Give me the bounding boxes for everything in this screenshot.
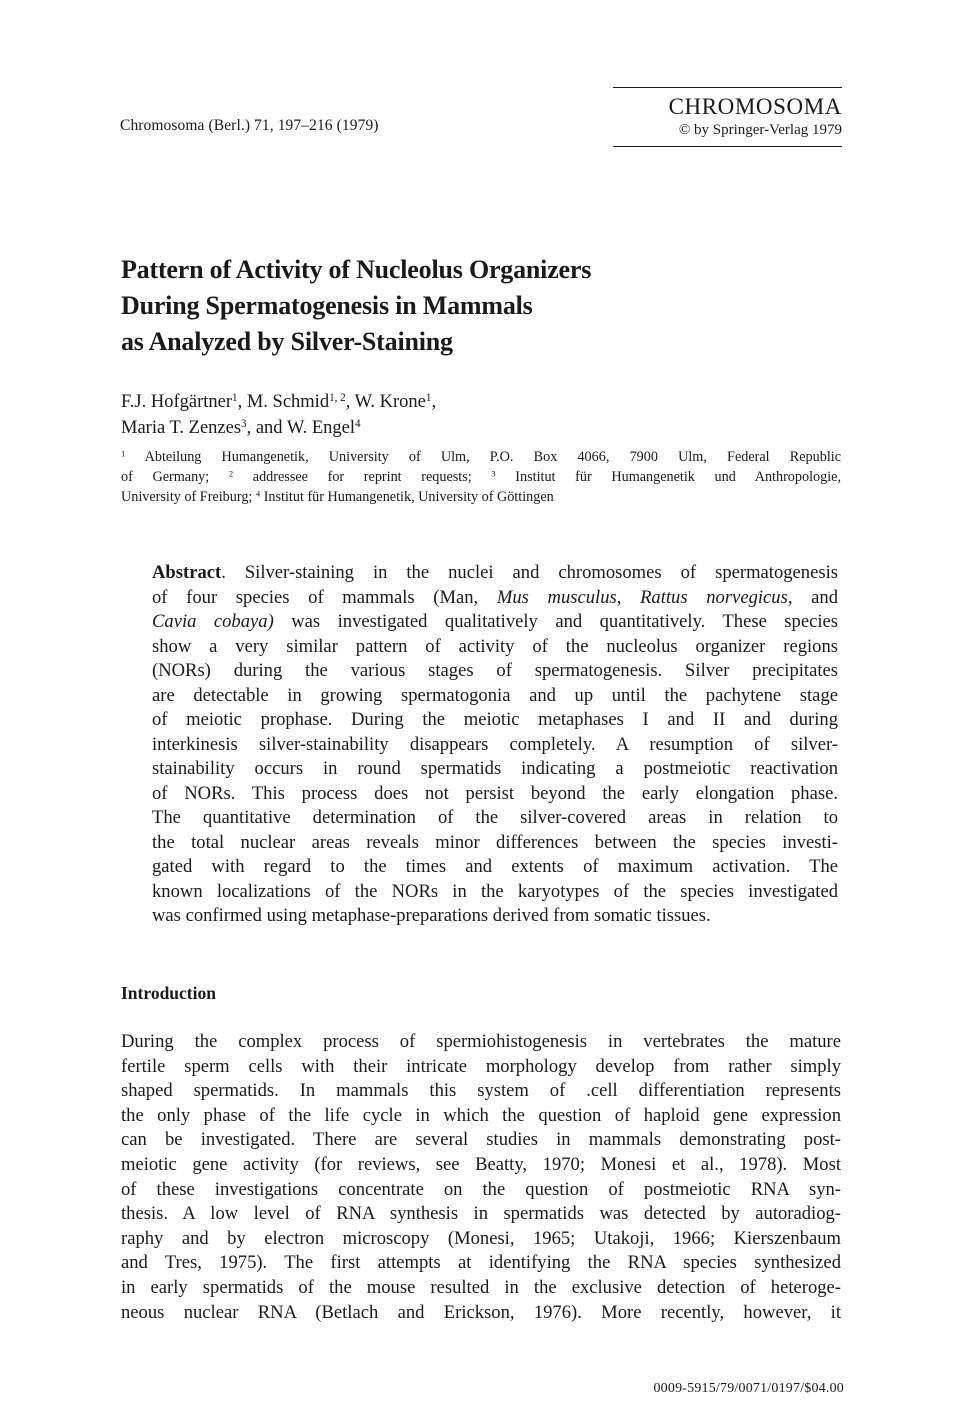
article-code: 0009-5915/79/0071/0197/$04.00 bbox=[653, 1381, 844, 1396]
affiliation-marker: 1, 2 bbox=[329, 391, 346, 404]
abstract-text: . Silver-staining in the nuclei and chromosomes of spermatogenesis bbox=[221, 562, 838, 583]
title-line: as Analyzed by Silver-Staining bbox=[121, 327, 453, 356]
abstract-line: interkinesis silver-stainability disappears completely. A resumption of silver- bbox=[152, 733, 838, 755]
abstract bbox=[152, 561, 838, 929]
abstract-label: Abstract bbox=[152, 562, 222, 583]
author-line bbox=[121, 389, 436, 415]
affiliation-text: University of Freiburg; bbox=[121, 489, 256, 505]
affiliation-marker: 1 bbox=[425, 391, 432, 404]
abstract-line: was confirmed using metaphase-preparations derived from somatic tissues. bbox=[152, 905, 711, 926]
body-line: in early spermatids of the mouse resulted in the exclusive detection of heteroge- bbox=[121, 1276, 841, 1298]
body-line: During the complex process of spermiohistogenesis in vertebrates the mature bbox=[121, 1031, 841, 1052]
affiliation-marker: 1 bbox=[232, 391, 238, 404]
body-line: shaped spermatids. In mammals this system of .cell differentiation represents bbox=[121, 1080, 841, 1102]
body-line: of these investigations concentrate on the question of postmeiotic RNA syn- bbox=[121, 1178, 841, 1200]
abstract-line: of NORs. This process does not persist beyond the early elongation phase. bbox=[152, 782, 838, 804]
abstract-line: show a very similar pattern of activity of the nucleolus organizer regions bbox=[152, 635, 838, 657]
affiliation-text: addressee for reprint requests; bbox=[233, 469, 492, 485]
affiliation-text: Institut für Humangenetik, University of Göttingen bbox=[260, 489, 554, 505]
author-name: , W. Krone bbox=[345, 392, 426, 412]
abstract-line: the total nuclear areas reveals minor differences between the species investi- bbox=[152, 831, 838, 853]
body-line: thesis. A low level of RNA synthesis in spermatids was detected by autoradiog- bbox=[121, 1203, 841, 1225]
affiliation-marker: 3 bbox=[241, 417, 247, 430]
abstract-line: stainability occurs in round spermatids indicating a postmeiotic reactivation bbox=[152, 758, 838, 779]
copyright-notice: © by Springer-Verlag 1979 bbox=[678, 122, 842, 138]
abstract-line: are detectable in growing spermatogonia and up until the pachytene stage bbox=[152, 684, 838, 706]
abstract-text: and bbox=[792, 586, 838, 608]
abstract-line bbox=[152, 586, 838, 611]
author-name: , M. Schmid bbox=[237, 392, 330, 412]
author-name: Maria T. Zenzes bbox=[121, 418, 242, 438]
affiliation-text: Institut für Humangenetik und Anthropologie, bbox=[495, 469, 841, 485]
journal-citation: Chromosoma (Berl.) 71, 197–216 (1979) bbox=[120, 117, 379, 134]
affiliation-line bbox=[121, 467, 841, 487]
author-line bbox=[121, 415, 436, 441]
affiliation-marker: 2 bbox=[228, 468, 234, 479]
abstract-line: gated with regard to the times and extents of maximum activation. The bbox=[152, 856, 838, 877]
body-line: meiotic gene activity (for reviews, see Beatty, 1970; Monesi et al., 1978). Most bbox=[121, 1153, 841, 1175]
article-title bbox=[121, 252, 841, 360]
author-separator: , bbox=[431, 392, 437, 412]
section-heading: Introduction bbox=[121, 983, 216, 1003]
affiliation-text: of Germany; bbox=[121, 469, 229, 485]
abstract-line: of meiotic prophase. During the meiotic metaphases I and II and during bbox=[152, 709, 838, 730]
author-name: , and W. Engel bbox=[246, 418, 355, 438]
affiliation-line bbox=[121, 447, 841, 467]
introduction-body bbox=[121, 1030, 841, 1325]
title-line: Pattern of Activity of Nucleolus Organizers bbox=[121, 255, 592, 284]
author-list bbox=[121, 389, 436, 441]
author-name: F.J. Hofgärtner bbox=[121, 392, 233, 412]
abstract-line: The quantitative determination of the silver-covered areas in relation to bbox=[152, 807, 838, 828]
body-line: the only phase of the life cycle in which the question of haploid gene expression bbox=[121, 1104, 841, 1126]
journal-name: CHROMOSOMA bbox=[668, 94, 842, 119]
abstract-line bbox=[152, 561, 838, 586]
abstract-line bbox=[152, 610, 838, 635]
body-line: fertile sperm cells with their intricate morphology develop from rather simply bbox=[121, 1055, 841, 1077]
title-line: During Spermatogenesis in Mammals bbox=[121, 291, 533, 320]
affiliation-marker: 3 bbox=[491, 468, 496, 479]
species-names: Mus musculus, Rattus norvegicus, bbox=[496, 586, 793, 608]
body-line: can be investigated. There are several studies in mammals demonstrating post- bbox=[121, 1129, 841, 1151]
abstract-line: known localizations of the NORs in the karyotypes of the species investigated bbox=[152, 880, 838, 902]
affiliation-marker: 1 bbox=[121, 448, 126, 459]
affiliation-marker: 4 bbox=[355, 417, 361, 430]
abstract-text: was investigated qualitatively and quantitatively. These species bbox=[273, 611, 838, 632]
body-line: raphy and by electron microscopy (Monesi, 1965; Utakoji, 1966; Kierszenbaum bbox=[121, 1227, 841, 1249]
body-line: neous nuclear RNA (Betlach and Erickson, 1976). More recently, however, it bbox=[121, 1301, 841, 1323]
affiliation-text: Abteilung Humangenetik, University of Ulm, P.O. Box 4066, 7900 Ulm, Federal Republic bbox=[125, 449, 841, 465]
abstract-line: (NORs) during the various stages of spermatogenesis. Silver precipitates bbox=[152, 660, 838, 681]
species-name: Cavia cobaya) bbox=[152, 611, 274, 632]
abstract-text: of four species of mammals (Man, bbox=[152, 586, 497, 608]
affiliation-line bbox=[121, 487, 841, 507]
affiliations bbox=[121, 447, 841, 507]
affiliation-marker: 4 bbox=[255, 488, 261, 499]
journal-masthead bbox=[613, 87, 842, 147]
body-line: and Tres, 1975). The first attempts at identifying the RNA species synthesized bbox=[121, 1252, 841, 1274]
